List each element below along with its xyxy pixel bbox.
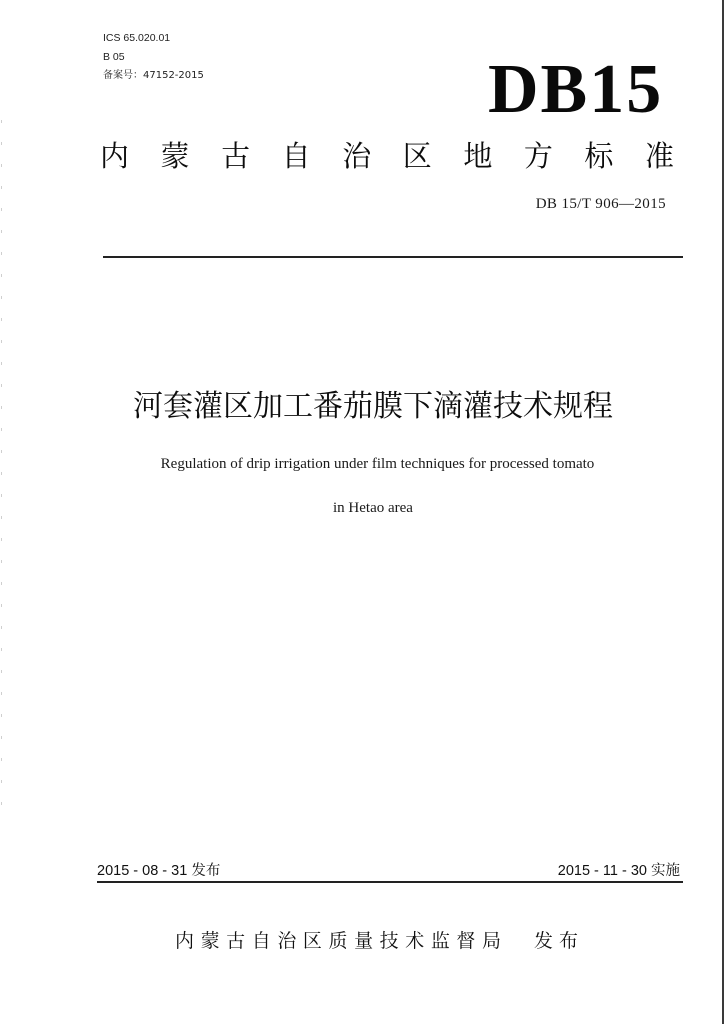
document-title-english-line1: Regulation of drip irrigation under film techniques for processed tomato [160,456,595,472]
implementation-date: 2015 - 11 - 30 实施 [557,863,680,879]
standard-code: DB 15/T 906—2015 [535,196,666,212]
scan-border-left [1,120,2,820]
record-number: 备案号：47152-2015 [103,70,204,81]
publisher-name: 内蒙古自治区质量技术监督局 [175,930,501,952]
issue-date: 2015 - 08 - 31 发布 [97,863,221,879]
footer-divider [97,881,683,883]
document-title-english-line2: in Hetao area [333,500,413,516]
document-title-chinese: 河套灌区加工番茄膜下滴灌技术规程 [133,389,613,424]
ccs-code: B 05 [103,51,125,63]
header-divider [103,256,683,258]
standard-category: 内蒙古自治区地方标准 [100,139,674,173]
publisher-action: 发 布 [534,930,579,952]
ics-code: ICS 65.020.01 [103,32,171,44]
standard-logo-db15: DB15 [488,51,664,128]
